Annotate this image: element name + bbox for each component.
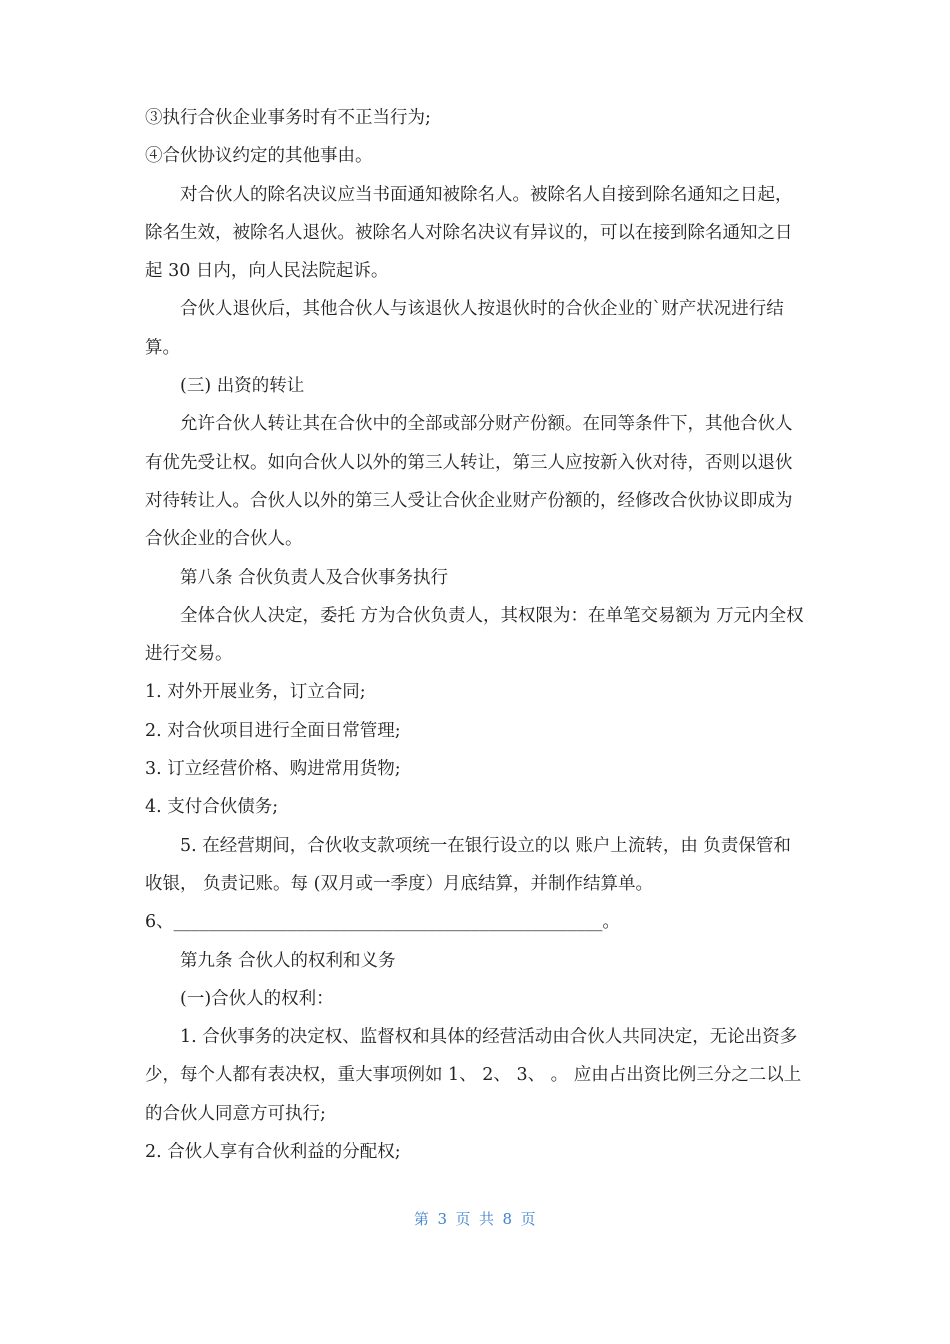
clause-item-4: ④合伙协议约定的其他事由。 bbox=[145, 146, 373, 167]
clause-item-3: ③执行合伙企业事务时有不正当行为; bbox=[145, 108, 431, 128]
section-heading-transfer: (三) 出资的转让 bbox=[180, 376, 305, 397]
paragraph-authorization: 全体合伙人决定，委托 方为合伙负责人，其权限为：在单笔交易额为 万元内全权进行交易。 bbox=[145, 605, 804, 665]
document-body bbox=[145, 99, 807, 1171]
list-item-6-blank: 6、_________________________________________________。 bbox=[145, 912, 620, 933]
list-item-4: 4. 支付合伙债务; bbox=[145, 797, 279, 818]
paragraph-expulsion-notice: 对合伙人的除名决议应当书面通知被除名人。被除名人自接到除名通知之日起，除名生效，被除名人退伙。被除名人对除名决议有异议的，可以在接到除名通知之日起 30 日内，向人民法院起诉。 bbox=[145, 184, 793, 282]
page-number: 3 bbox=[437, 1210, 448, 1228]
page-footer bbox=[0, 1208, 950, 1229]
page-total: 8 bbox=[502, 1210, 513, 1228]
footer-word-gong: 共 bbox=[479, 1210, 495, 1228]
article-heading-8: 第八条 合伙负责人及合伙事务执行 bbox=[180, 567, 449, 588]
list-item-1: 1. 对外开展业务，订立合同; bbox=[145, 682, 366, 703]
rights-item-1: 1. 合伙事务的决定权、监督权和具体的经营活动由合伙人共同决定，无论出资多少，每个人都有表决权，重大事项例如 1、 2、 3、 。 应由占出资比例三分之二以上的合伙人同意方可执行; bbox=[145, 1027, 802, 1124]
list-item-5: 5. 在经营期间，合伙收支款项统一在银行设立的以 账户上流转，由 负责保管和收银， 负责记账。每 (双月或一季度）月底结算，并制作结算单。 bbox=[145, 835, 791, 894]
article-heading-9: 第九条 合伙人的权利和义务 bbox=[180, 950, 396, 971]
footer-word-ye: 页 bbox=[455, 1210, 471, 1228]
footer-word-ye-2: 页 bbox=[520, 1210, 537, 1228]
paragraph-transfer: 允许合伙人转让其在合伙中的全部或部分财产份额。在同等条件下，其他合伙人有优先受让权。如向合伙人以外的第三人转让，第三人应按新入伙对待，否则以退伙对待转让人。合伙人以外的第三人受让合伙企业财产份额的，经修改合伙协议即成为合伙企业的合伙人。 bbox=[145, 414, 793, 550]
subsection-heading-rights: (一)合伙人的权利： bbox=[180, 988, 334, 1009]
list-item-2: 2. 对合伙项目进行全面日常管理; bbox=[145, 720, 401, 741]
paragraph-settlement: 合伙人退伙后，其他合伙人与该退伙人按退伙时的合伙企业的`财产状况进行结算。 bbox=[145, 299, 784, 358]
footer-word-di: 第 bbox=[413, 1210, 430, 1228]
rights-item-2: 2. 合伙人享有合伙利益的分配权; bbox=[145, 1142, 401, 1163]
list-item-3: 3. 订立经营价格、购进常用货物; bbox=[145, 759, 401, 780]
